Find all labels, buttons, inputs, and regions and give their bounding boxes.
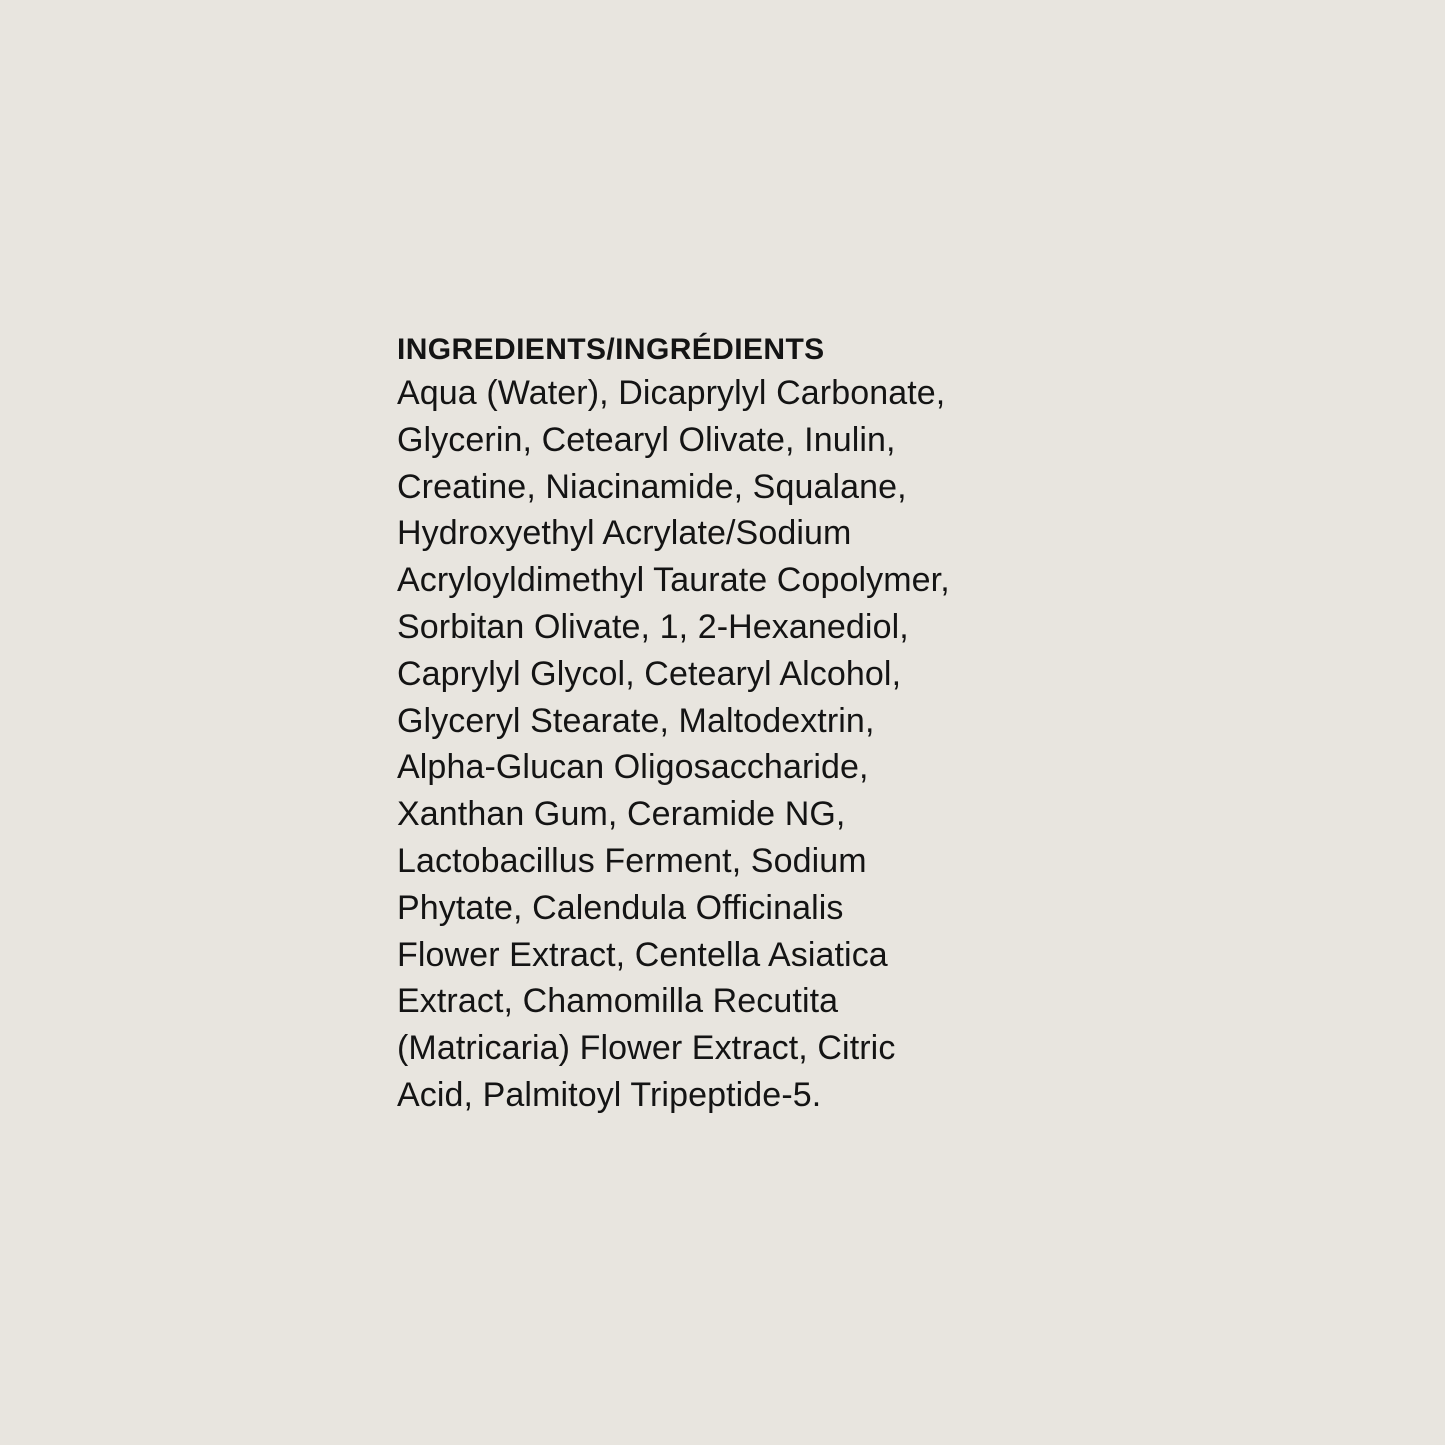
ingredients-line: Alpha-Glucan Oligosaccharide, <box>397 748 869 787</box>
ingredients-line: Flower Extract, Centella Asiatica <box>397 935 888 974</box>
ingredients-label <box>397 330 1097 1119</box>
ingredients-line: Acid, Palmitoyl Tripeptide-5. <box>397 1075 822 1114</box>
ingredients-line: Lactobacillus Ferment, Sodium <box>397 841 867 880</box>
ingredients-line: Aqua (Water), Dicaprylyl Carbonate, <box>397 374 946 412</box>
ingredients-line: Caprylyl Glycol, Cetearyl Alcohol, <box>397 654 902 693</box>
ingredients-heading: INGREDIENTS/INGRÉDIENTS <box>397 333 825 366</box>
ingredients-line: Creatine, Niacinamide, Squalane, <box>397 467 907 506</box>
ingredients-line: (Matricaria) Flower Extract, Citric <box>397 1029 896 1068</box>
ingredients-line: Hydroxyethyl Acrylate/Sodium <box>397 514 852 553</box>
ingredients-line: Acryloyldimethyl Taurate Copolymer, <box>397 561 950 600</box>
ingredients-line: Phytate, Calendula Officinalis <box>397 888 844 927</box>
ingredients-list <box>397 370 1097 1119</box>
ingredients-line: Extract, Chamomilla Recutita <box>397 982 839 1021</box>
ingredients-line: Glyceryl Stearate, Maltodextrin, <box>397 701 875 740</box>
ingredients-line: Xanthan Gum, Ceramide NG, <box>397 795 846 834</box>
ingredients-line: Glycerin, Cetearyl Olivate, Inulin, <box>397 420 896 459</box>
ingredients-line: Sorbitan Olivate, 1, 2-Hexanediol, <box>397 607 909 646</box>
